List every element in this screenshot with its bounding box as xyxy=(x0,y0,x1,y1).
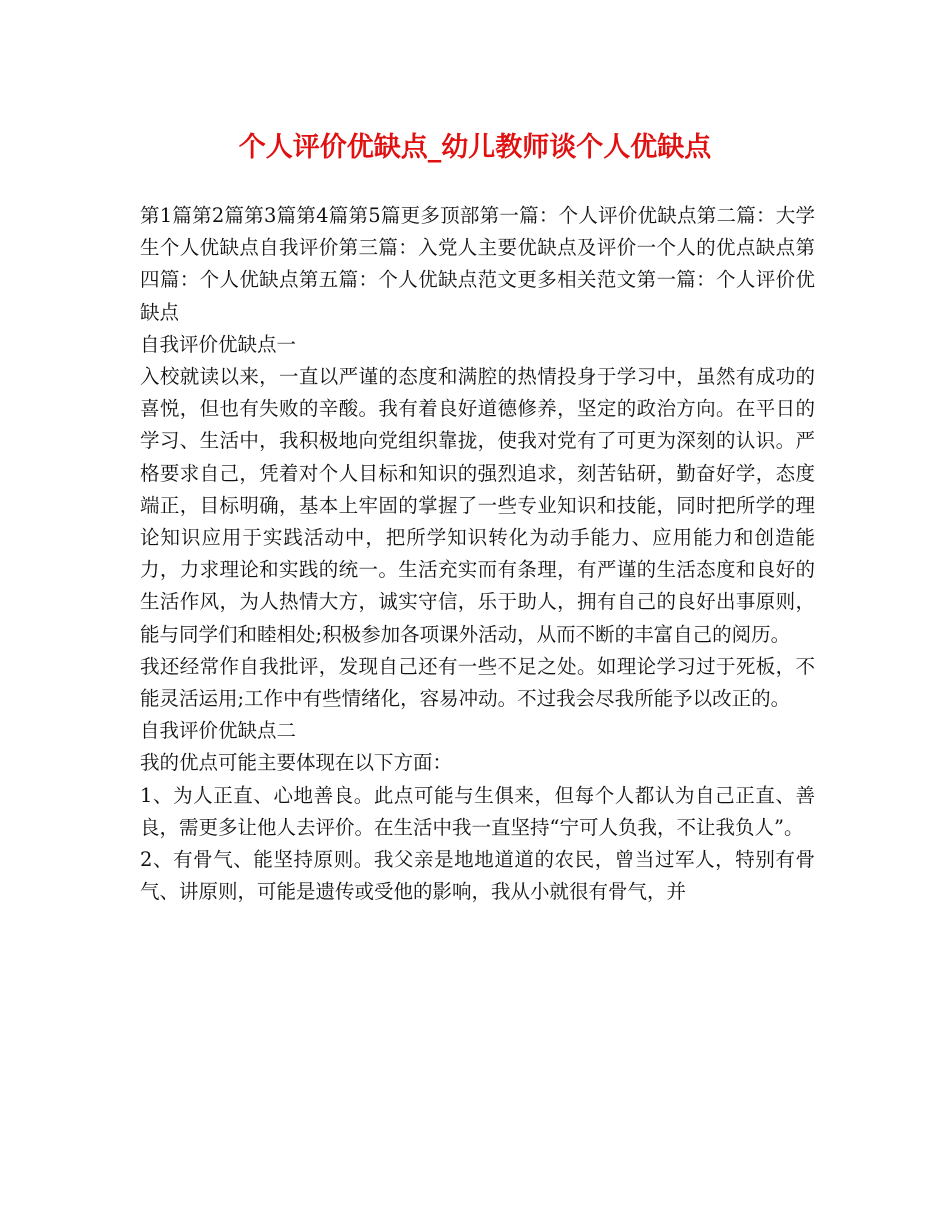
document-title: 个人评价优缺点_幼儿教师谈个人优缺点 xyxy=(238,132,712,163)
body-paragraph: 入校就读以来，一直以严谨的态度和满腔的热情投身于学习中，虽然有成功的喜悦，但也有失败的辛酸。我有着良好道德修养，坚定的政治方向。在平日的学习、生活中，我积极地向党组织靠拢，使我对党有了可更为深刻的认识。严格要求自己，凭着对个人目标和知识的强烈追求，刻苦钻研，勤奋好学，态度端正，目标明确，基本上牢固的掌握了一些专业知识和技能，同时把所学的理论知识应用于实践活动中，把所学知识转化为动手能力、应用能力和创造能力，力求理论和实践的统一。生活充实而有条理，有严谨的生活态度和良好的生活作风，为人热情大方，诚实守信，乐于助人，拥有自己的良好出事原则，能与同学们和睦相处;积极参加各项课外活动，从而不断的丰富自己的阅历。 xyxy=(140,365,815,646)
section-heading-2: 自我评价优缺点二 xyxy=(140,719,297,743)
list-item-1: 1、为人正直、心地善良。此点可能与生俱来，但每个人都认为自己正直、善良，需更多让他人去评价。在生活中我一直坚持“宁可人负我，不让我负人”。 xyxy=(140,783,815,839)
intro-paragraph: 第1篇第2篇第3篇第4篇第5篇更多顶部第一篇：个人评价优缺点第二篇：大学生个人优缺点自我评价第三篇：入党人主要优缺点及评价一个人的优点缺点第四篇：个人优缺点第五篇：个人优缺点范文更多相关范文第一篇：个人评价优缺点 xyxy=(140,204,815,324)
body-paragraph: 我的优点可能主要体现在以下方面： xyxy=(140,751,453,775)
section-heading-1: 自我评价优缺点一 xyxy=(140,332,297,356)
body-paragraph: 我还经常作自我批评，发现自己还有一些不足之处。如理论学习过于死板，不能灵活运用;工作中有些情绪化，容易冲动。不过我会尽我所能予以改正的。 xyxy=(140,654,815,711)
list-item-2: 2、有骨气、能坚持原则。我父亲是地地道道的农民，曾当过军人，特别有骨气、讲原则，可能是遗传或受他的影响，我从小就很有骨气，并 xyxy=(140,848,815,904)
document-body xyxy=(140,200,815,908)
